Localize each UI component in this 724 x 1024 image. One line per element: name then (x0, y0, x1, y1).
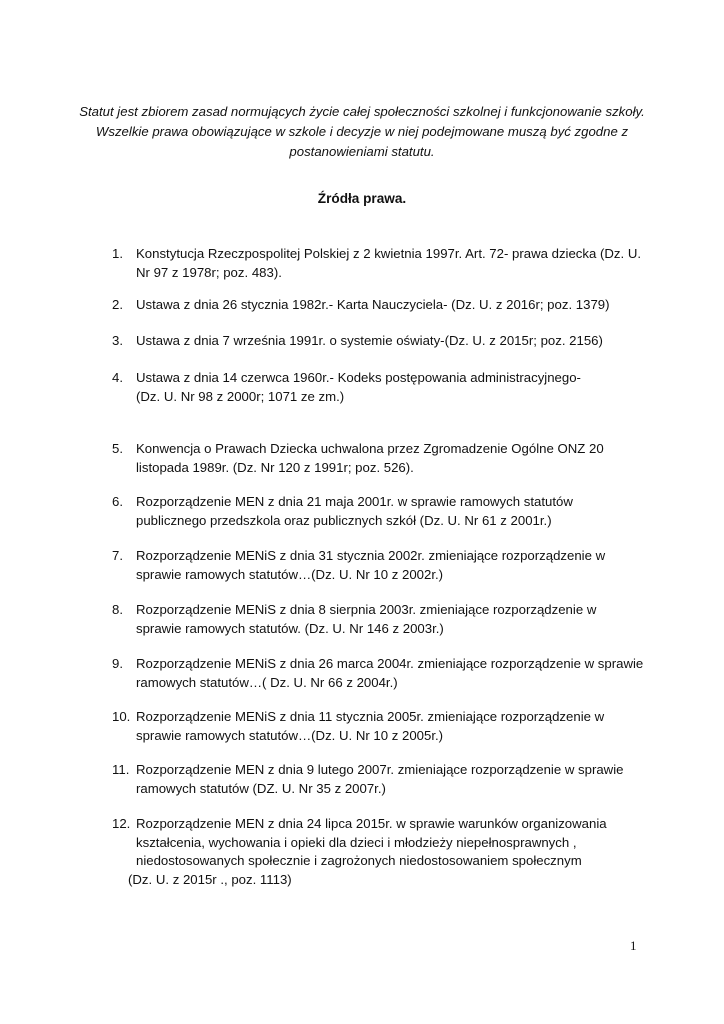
item-text-line: kształcenia, wychowania i opieki dla dzieci i młodzieży niepełnosprawnych , (136, 834, 577, 850)
item-text-line: Rozporządzenie MEN z dnia 9 lutego 2007r. zmieniające rozporządzenie w sprawie (136, 762, 624, 777)
section-heading: Źródła prawa. (317, 191, 407, 206)
legal-source-item-4 (112, 369, 672, 406)
item-text-line: Konstytucja Rzeczpospolitej Polskiej z 2 kwietnia 1997r. Art. 72- prawa dziecka (Dz. U. (136, 246, 642, 261)
legal-source-item-9 (112, 655, 672, 692)
item-text-line: Rozporządzenie MENiS z dnia 31 stycznia 2002r. zmieniające rozporządzenie w (136, 548, 606, 563)
item-number: 6. (112, 494, 123, 509)
legal-source-item-11 (112, 761, 672, 798)
item-number: 8. (112, 602, 123, 617)
legal-source-item-5 (112, 440, 672, 477)
item-text-line: Rozporządzenie MEN z dnia 24 lipca 2015r. w sprawie warunków organizowania (136, 816, 607, 831)
legal-source-item-10 (112, 708, 672, 745)
item-text-line: (Dz. U. Nr 98 z 2000r; 1071 ze zm.) (136, 388, 345, 404)
item-number: 5. (112, 441, 123, 456)
item-text-line: niedostosowanych społecznie i zagrożonych niedostosowaniem społecznym (136, 853, 582, 868)
statute-intro (60, 102, 664, 162)
item-text-line: publicznego przedszkola oraz publicznych szkół (Dz. U. Nr 61 z 2001r.) (136, 512, 552, 528)
item-text-line: sprawie ramowych statutów…(Dz. U. Nr 10 z 2005r.) (136, 727, 444, 743)
legal-source-item-1 (112, 245, 672, 282)
item-number: 2. (112, 297, 123, 312)
item-text-line: sprawie ramowych statutów…(Dz. U. Nr 10 z 2002r.) (136, 566, 444, 582)
item-text-line: sprawie ramowych statutów. (Dz. U. Nr 146 z 2003r.) (136, 620, 444, 636)
item-text-line: Ustawa z dnia 26 stycznia 1982r.- Karta Nauczyciela- (Dz. U. z 2016r; poz. 1379) (136, 297, 610, 312)
legal-source-item-3 (112, 332, 672, 351)
item-text-line: ramowych statutów (DZ. U. Nr 35 z 2007r.) (136, 780, 386, 796)
page-number: 1 (630, 938, 637, 953)
intro-line: Wszelkie prawa obowiązujące w szkole i decyzje w niej podejmowane muszą być zgodne z (95, 124, 629, 139)
item-number: 3. (112, 333, 123, 348)
item-number: 4. (112, 370, 123, 385)
item-text-line: Rozporządzenie MENiS z dnia 11 stycznia 2005r. zmieniające rozporządzenie w (136, 709, 605, 724)
item-text-line: Konwencja o Prawach Dziecka uchwalona przez Zgromadzenie Ogólne ONZ 20 (136, 441, 604, 456)
legal-source-item-8 (112, 601, 672, 638)
item-text-line: Rozporządzenie MENiS z dnia 8 sierpnia 2003r. zmieniające rozporządzenie w (136, 602, 597, 617)
item-text-line: (Dz. U. z 2015r ., poz. 1113) (128, 871, 292, 887)
item-text-line: Rozporządzenie MENiS z dnia 26 marca 2004r. zmieniające rozporządzenie w sprawie (136, 656, 644, 671)
item-number: 10. (112, 709, 131, 724)
intro-line: Statut jest zbiorem zasad normujących życie całej społeczności szkolnej i funkcjonowanie szkoły. (79, 104, 645, 119)
item-text-line: ramowych statutów…( Dz. U. Nr 66 z 2004r.) (136, 674, 398, 690)
item-number: 11. (112, 762, 130, 777)
legal-source-item-2 (112, 296, 672, 315)
legal-source-item-7 (112, 547, 672, 584)
item-number: 12. (112, 816, 131, 831)
item-number: 7. (112, 548, 123, 563)
item-text-line: Rozporządzenie MEN z dnia 21 maja 2001r. w sprawie ramowych statutów (136, 494, 573, 509)
item-text-line: Nr 97 z 1978r; poz. 483). (136, 264, 282, 280)
item-number: 9. (112, 656, 123, 671)
item-text-line: Ustawa z dnia 7 września 1991r. o systemie oświaty-(Dz. U. z 2015r; poz. 2156) (136, 333, 603, 348)
item-number: 1. (112, 246, 123, 261)
item-text-line: Ustawa z dnia 14 czerwca 1960r.- Kodeks postępowania administracyjnego- (136, 370, 581, 385)
legal-source-item-6 (112, 493, 672, 530)
intro-line: postanowieniami statutu. (289, 144, 435, 159)
legal-source-item-12 (112, 815, 672, 889)
item-text-line: listopada 1989r. (Dz. Nr 120 z 1991r; poz. 526). (136, 459, 414, 475)
